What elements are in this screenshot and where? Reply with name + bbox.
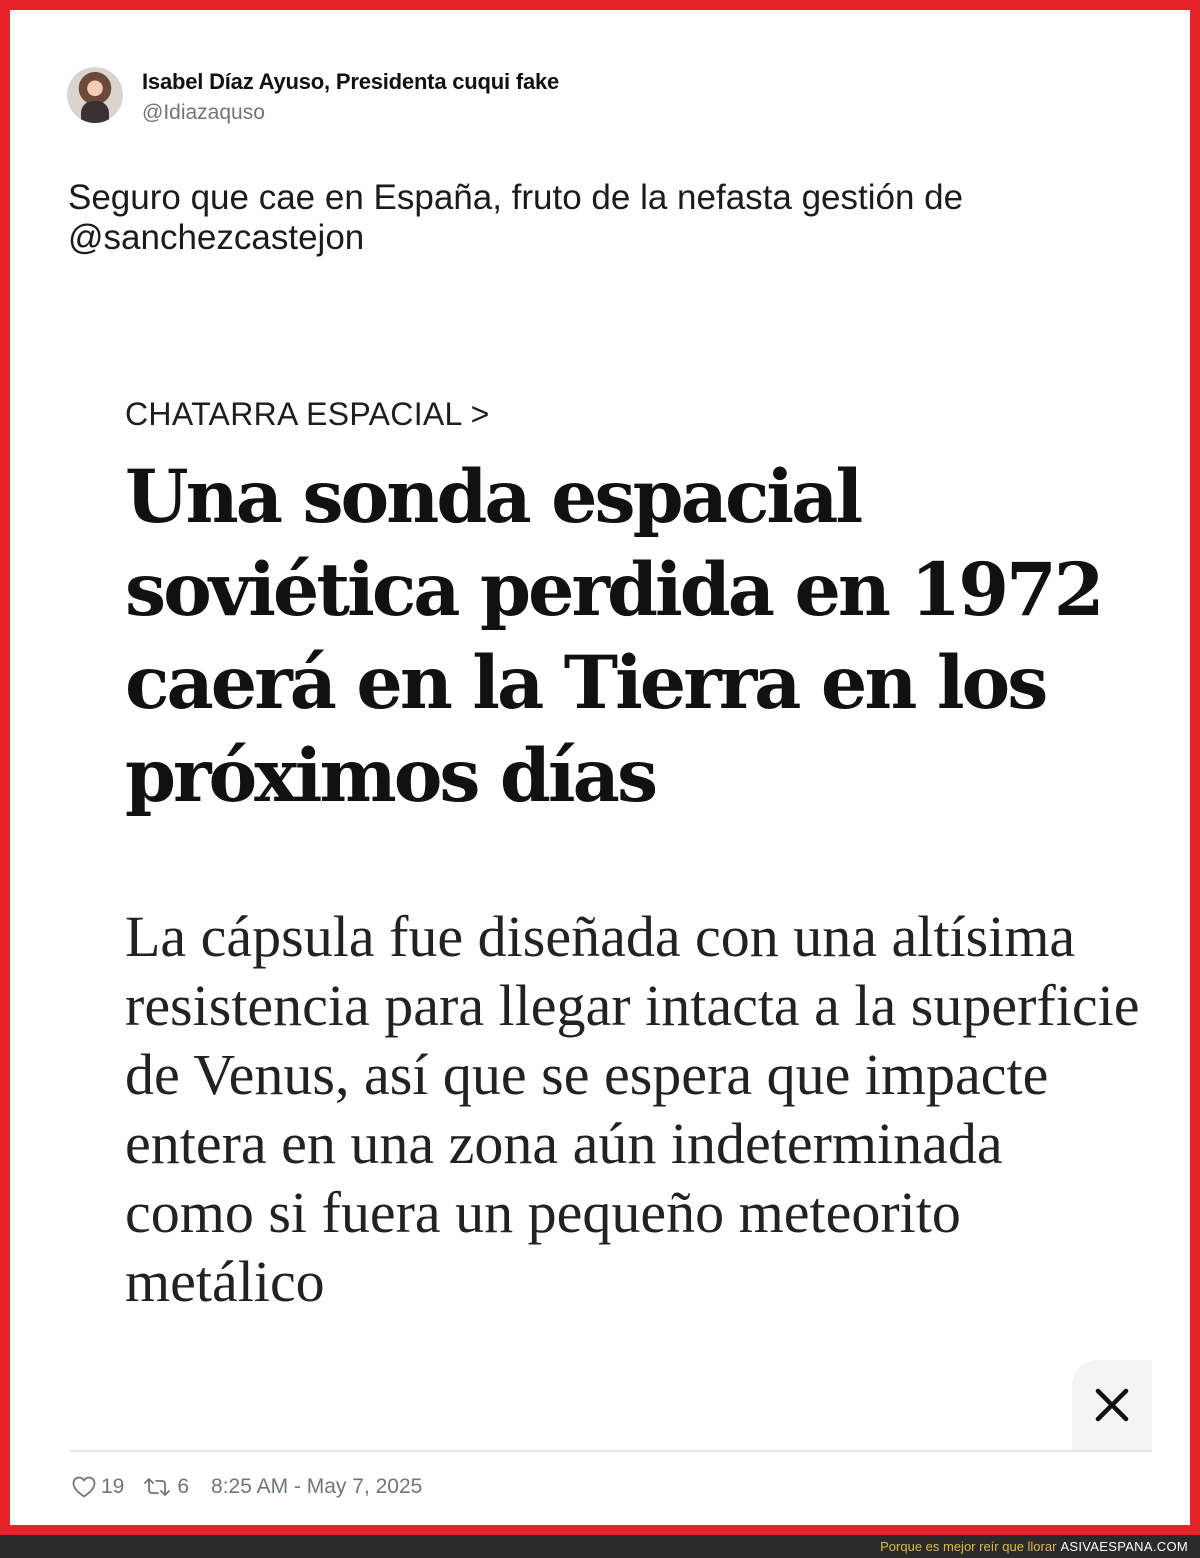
article-subhead: La cápsula fue diseñada con una altísima resistencia para llegar intacta a la superficie de Venus, así que se espera que impacte entera en una zona aún indeterminada como si fuera un pequeño meteorito metálico xyxy=(125,904,1140,1314)
article-kicker: CHATARRA ESPACIAL > xyxy=(125,396,490,432)
watermark-tagline: Porque es mejor reír que llorar xyxy=(880,1539,1057,1554)
tweet-text: Seguro que cae en España, fruto de la nefasta gestión de @sanchezcastejon xyxy=(68,178,964,257)
timestamp[interactable]: 8:25 AM - May 7, 2025 xyxy=(211,1475,423,1498)
article-headline: Una sonda espacial soviética perdida en 1972 caerá en la Tierra en los próximos días xyxy=(125,454,1102,819)
avatar[interactable] xyxy=(67,67,123,123)
watermark-site[interactable]: ASIVAESPANA.COM xyxy=(1060,1539,1188,1554)
tweet-card xyxy=(10,10,1190,1525)
watermark-bar xyxy=(0,1535,1200,1558)
article-screenshot xyxy=(70,340,1152,1452)
heart-icon xyxy=(72,1476,96,1498)
retweet-button[interactable] xyxy=(142,1475,189,1499)
like-count: 19 xyxy=(101,1475,125,1498)
retweet-count: 6 xyxy=(177,1475,190,1498)
like-button[interactable] xyxy=(72,1475,124,1499)
author-handle[interactable]: @Idiazaquso xyxy=(142,101,265,124)
retweet-icon xyxy=(142,1476,172,1498)
author-name[interactable]: Isabel Díaz Ayuso, Presidenta cuqui fake xyxy=(142,69,560,94)
tweet-footer xyxy=(72,1472,422,1502)
close-button[interactable] xyxy=(1072,1360,1152,1450)
close-icon xyxy=(1094,1387,1130,1423)
